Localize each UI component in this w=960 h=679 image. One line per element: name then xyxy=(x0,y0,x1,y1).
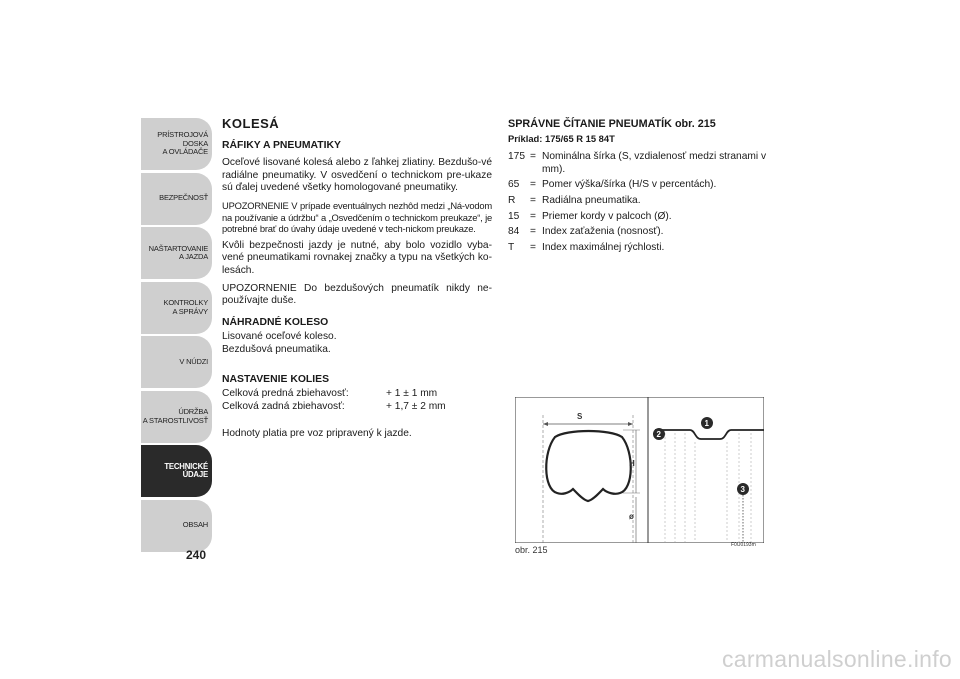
rear-toe-row xyxy=(222,401,492,414)
label-s: S xyxy=(577,412,583,421)
rims-heading: RÁFIKY A PNEUMATIKY xyxy=(222,139,341,151)
item-key: 65 xyxy=(508,179,520,191)
tab-technicke-udaje[interactable]: TECHNICKÉ ÚDAJE xyxy=(141,445,212,497)
section-title: KOLESÁ xyxy=(222,116,280,131)
front-toe-row xyxy=(222,388,492,401)
list-item xyxy=(508,179,782,192)
marker-3-label: 3 xyxy=(740,485,745,494)
front-toe-value: + 1 ± 1 mm xyxy=(386,388,438,400)
label-diameter: ø xyxy=(629,512,634,521)
watermark: carmanualsonline.info xyxy=(721,646,952,672)
list-item xyxy=(508,211,782,224)
tab-kontrolky[interactable]: KONTROLKY A SPRÁVY xyxy=(141,282,212,334)
tab-bezpecnost[interactable]: BEZPEČNOSŤ xyxy=(141,173,212,225)
item-value: Nominálna šírka (S, vzdialenosť medzi stranami v mm). xyxy=(542,151,767,175)
alignment-heading: NASTAVENIE KOLIES xyxy=(222,373,329,385)
item-key: T xyxy=(508,241,515,253)
item-key: 175 xyxy=(508,151,525,163)
marker-2-label: 2 xyxy=(656,430,661,439)
item-eq: = xyxy=(530,226,536,238)
item-value: Radiálna pneumatika. xyxy=(542,194,641,206)
tab-nastartovanie[interactable]: NAŠTARTOVANIE A JAZDA xyxy=(141,227,212,279)
chapter-sidebar xyxy=(141,118,212,554)
item-eq: = xyxy=(530,151,536,163)
figure-code: F0U0193m xyxy=(731,542,756,548)
item-value: Pomer výška/šírka (H/S v percentách). xyxy=(542,179,717,191)
item-eq: = xyxy=(530,210,536,222)
page-number: 240 xyxy=(186,548,207,562)
item-eq: = xyxy=(530,194,536,206)
item-key: 84 xyxy=(508,226,520,238)
list-item xyxy=(508,226,782,239)
tyre-reading-heading: SPRÁVNE ČÍTANIE PNEUMATÍK obr. 215 xyxy=(508,118,716,130)
left-column xyxy=(222,118,492,441)
tab-pristrojova-doska[interactable]: PRÍSTROJOVÁ DOSKA A OVLÁDAČE xyxy=(141,118,212,170)
rims-tubes: UPOZORNENIE Do bezdušových pneumatík nikdy ne-používajte duše. xyxy=(222,282,492,307)
rear-toe-value: + 1,7 ± 2 mm xyxy=(386,400,446,412)
item-eq: = xyxy=(530,179,536,191)
spare-line-2: Bezdušová pneumatika. xyxy=(222,343,331,355)
item-value: Index zaťaženia (nosnosť). xyxy=(542,226,664,238)
item-key: R xyxy=(508,194,516,206)
rims-safety: Kvôli bezpečnosti jazdy je nutné, aby bolo vozidlo vyba-vené pneumatikami rovnakej značky a typu na všetkých ko-lesách. xyxy=(222,239,492,276)
tyre-example: Príklad: 175/65 R 15 84T xyxy=(508,132,615,144)
tab-obsah[interactable]: OBSAH xyxy=(141,500,212,552)
item-value: Index maximálnej rýchlosti. xyxy=(542,241,665,253)
item-value: Priemer kordy v palcoch (Ø). xyxy=(542,210,672,222)
list-item xyxy=(508,242,782,255)
list-item xyxy=(508,195,782,208)
tab-v-nudzi[interactable]: V NÚDZI xyxy=(141,336,212,388)
values-note: Hodnoty platia pre voz pripravený k jazde. xyxy=(222,428,412,440)
spare-heading: NÁHRADNÉ KOLESO xyxy=(222,316,329,328)
list-item xyxy=(508,151,782,176)
right-column xyxy=(508,118,782,257)
label-h: H xyxy=(629,459,635,468)
rims-text: Oceľové lisované kolesá alebo z ľahkej zliatiny. Bezdušo-vé radiálne pneumatiky. V osvedčení o technickom pre-ukaze sú ďalej uvedené všetky homologované pneumatiky. xyxy=(222,157,492,194)
rear-toe-label: Celková zadná zbiehavosť: xyxy=(222,400,345,412)
tab-udrzba[interactable]: ÚDRŽBA A STAROSTLIVOSŤ xyxy=(141,391,212,443)
rims-warning: UPOZORNENIE V prípade eventuálnych nezhôd medzi „Ná-vodom na používanie a údržbu“ a „Osvedčením o technickom preukaze“, je potrebné brať do úvahy údaje uvedené v tech-nickom preukaze. xyxy=(222,199,492,235)
spare-line-1: Lisované oceľové koleso. xyxy=(222,331,337,343)
marker-1-label: 1 xyxy=(704,419,709,428)
front-toe-label: Celková predná zbiehavosť: xyxy=(222,388,349,400)
figure-caption: obr. 215 xyxy=(515,545,548,555)
item-eq: = xyxy=(530,241,536,253)
tyre-figure xyxy=(515,397,764,543)
item-key: 15 xyxy=(508,210,520,222)
